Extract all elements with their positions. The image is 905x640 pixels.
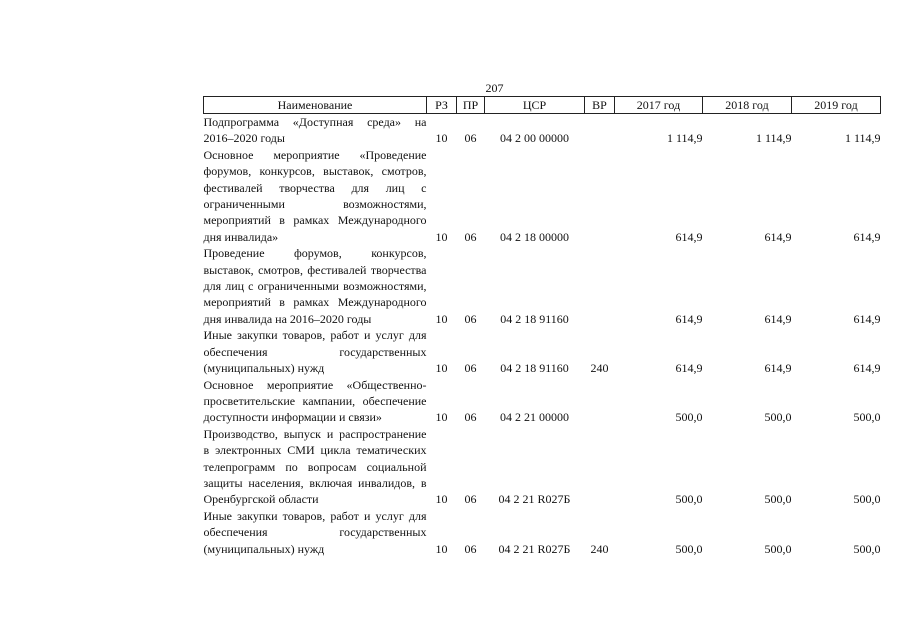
table-row [204, 327, 881, 376]
row-2017: 500,0 [675, 492, 703, 507]
table-row [204, 147, 881, 245]
row-csr: 04 2 00 00000 [500, 131, 569, 146]
row-2019: 614,9 [853, 229, 881, 244]
row-2017: 614,9 [675, 229, 703, 244]
row-rz: 10 [435, 311, 448, 326]
row-name: Производство, выпуск и распространение в электронных СМИ цикла тематических телепрограмм по вопросам социальной защиты населения, включая инвалидов, в Оренбургской области [203, 426, 427, 507]
row-2017: 614,9 [675, 361, 703, 376]
budget-table [203, 96, 881, 557]
row-csr: 04 2 18 91160 [500, 361, 569, 376]
row-rz: 10 [435, 492, 448, 507]
row-name: Подпрограмма «Доступная среда» на 2016–2020 годы [203, 115, 427, 146]
row-2017: 500,0 [675, 541, 703, 556]
column-header-2019: 2019 год [792, 97, 881, 114]
row-2019: 500,0 [853, 541, 881, 556]
row-2018: 500,0 [764, 541, 792, 556]
table-row [204, 377, 881, 426]
row-csr: 04 2 18 00000 [500, 229, 569, 244]
row-2017: 1 114,9 [666, 131, 703, 146]
row-2018: 1 114,9 [755, 131, 792, 146]
row-csr: 04 2 21 R027Б [498, 541, 571, 556]
column-header-name: Наименование [204, 97, 427, 114]
row-csr: 04 2 21 R027Б [498, 492, 571, 507]
row-rz: 10 [435, 229, 448, 244]
row-2018: 500,0 [764, 410, 792, 425]
row-vr [585, 245, 615, 327]
table-row [204, 426, 881, 508]
row-rz: 10 [435, 361, 448, 376]
row-name: Основное мероприятие «Проведение форумов, конкурсов, выставок, смотров, фестивалей творчества для лиц с ограниченными возможностями, мероприятий в рамках Международного дня инвалида» [203, 147, 427, 244]
row-2017: 500,0 [675, 410, 703, 425]
row-pr: 06 [464, 541, 477, 556]
column-header-pr: ПР [457, 97, 485, 114]
row-vr: 240 [590, 541, 609, 556]
row-2018: 500,0 [764, 492, 792, 507]
row-pr: 06 [464, 361, 477, 376]
page-number: 207 [485, 81, 504, 95]
row-rz: 10 [435, 131, 448, 146]
table-row [204, 245, 881, 327]
row-name: Иные закупки товаров, работ и услуг для обеспечения государственных (муниципальных) нужд [203, 508, 427, 556]
row-pr: 06 [464, 229, 477, 244]
row-vr [585, 426, 615, 508]
row-name: Иные закупки товаров, работ и услуг для обеспечения государственных (муниципальных) нужд [203, 328, 427, 376]
row-2019: 1 114,9 [844, 131, 881, 146]
row-pr: 06 [464, 410, 477, 425]
row-csr: 04 2 21 00000 [500, 410, 569, 425]
row-2019: 614,9 [853, 311, 881, 326]
row-2018: 614,9 [764, 361, 792, 376]
row-vr [585, 147, 615, 245]
row-rz: 10 [435, 410, 448, 425]
column-header-2017: 2017 год [615, 97, 703, 114]
row-name: Основное мероприятие «Общественно-просветительские кампании, обеспечение доступности информации и связи» [203, 377, 427, 425]
row-pr: 06 [464, 311, 477, 326]
column-header-2018: 2018 год [703, 97, 792, 114]
row-rz: 10 [435, 541, 448, 556]
column-header-vr: ВР [585, 97, 615, 114]
column-header-rz: РЗ [427, 97, 457, 114]
table-row [204, 114, 881, 147]
row-pr: 06 [464, 131, 477, 146]
row-2019: 500,0 [853, 492, 881, 507]
table-header-row [204, 97, 881, 114]
row-name: Проведение форумов, конкурсов, выставок, смотров, фестивалей творчества для лиц с ограниченными возможностями, мероприятий в рамках Международного дня инвалида на 2016–2020 годы [203, 246, 427, 326]
row-csr: 04 2 18 91160 [500, 311, 569, 326]
table-row [204, 508, 881, 557]
row-2019: 614,9 [853, 361, 881, 376]
row-2017: 614,9 [675, 311, 703, 326]
row-2018: 614,9 [764, 311, 792, 326]
row-2018: 614,9 [764, 229, 792, 244]
column-header-csr: ЦСР [485, 97, 585, 114]
row-pr: 06 [464, 492, 477, 507]
row-vr [585, 114, 615, 147]
row-2019: 500,0 [853, 410, 881, 425]
row-vr: 240 [590, 361, 609, 376]
row-vr [585, 377, 615, 426]
